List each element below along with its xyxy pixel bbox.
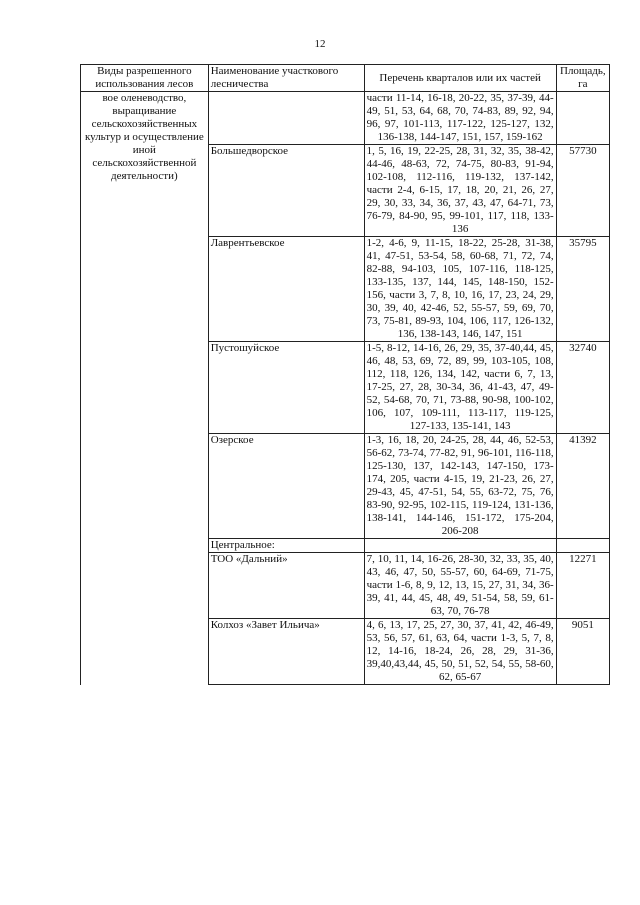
quarters-list: 1, 5, 16, 19, 22-25, 28, 31, 32, 35, 38-42, 44-46, 48-63, 72, 74-75, 80-83, 91-94, 102-108, 112-116, 119-132, 137-142, части 2-4, 6-15, 17, 18, 20, 21, 26, 27, 29, 30, 33, 34, 36, 37, 43, 47, 64-71, 73, 76-79, 84-90, 95, 99-101, 117, 118, 133-136 [364,145,556,237]
forest-quarters-table [80,64,610,685]
quarters-list [364,539,556,553]
quarters-list: 1-3, 16, 18, 20, 24-25, 28, 44, 46, 52-53, 56-62, 73-74, 77-82, 91, 96-101, 116-118, 125-130, 137, 142-143, 147-150, 173-174, 205, части 4-15, 19, 21-23, 26, 27, 29-43, 45, 47-51, 54, 55, 63-72, 75, 76, 83-90, 92-95, 102-115, 119-124, 131-136, 138-141, 144-146, 151-172, 175-204, 206-208 [364,434,556,539]
forestry-name: Пустошуйское [208,342,364,434]
quarters-list: 4, 6, 13, 17, 25, 27, 30, 37, 41, 42, 46-49, 53, 56, 57, 61, 63, 64, части 1-3, 5, 7, 8, 12, 14-16, 18-24, 26, 28, 29, 31-36, 39,40,43,44, 45, 50, 51, 52, 54, 55, 58-60, 62, 65-67 [364,619,556,685]
forestry-name: Центральное: [208,539,364,553]
header-forestry-name: Наименование участкового лесничества [208,65,364,92]
forestry-name: Большедворское [208,145,364,237]
forestry-name: ТОО «Дальний» [208,553,364,619]
area-value [556,92,609,145]
area-value: 32740 [556,342,609,434]
forestry-name: Озерское [208,434,364,539]
forestry-name [208,92,364,145]
area-value: 57730 [556,145,609,237]
forestry-name: Лаврентьевское [208,237,364,342]
usage-type-cell: вое оленеводство, выращивание сельскохозяйственных культур и осуществление иной сельскохозяйственной деятельности) [81,92,209,685]
forestry-name: Колхоз «Завет Ильича» [208,619,364,685]
table-row [81,92,610,145]
table-header-row [81,65,610,92]
header-area: Площадь, га [556,65,609,92]
header-usage-type: Виды разрешенного использования лесов [81,65,209,92]
quarters-list: 1-2, 4-6, 9, 11-15, 18-22, 25-28, 31-38, 41, 47-51, 53-54, 58, 60-68, 71, 72, 74, 82-88, 94-103, 105, 107-116, 118-125, 133-135, 137, 144, 145, 148-150, 152-156, части 3, 7, 8, 10, 16, 17, 23, 24, 29, 30, 39, 40, 42-46, 52, 55-57, 59, 69, 70, 73, 75-81, 89-93, 104, 106, 117, 126-132, 136, 138-143, 146, 147, 151 [364,237,556,342]
area-value: 41392 [556,434,609,539]
area-value [556,539,609,553]
quarters-list: 7, 10, 11, 14, 16-26, 28-30, 32, 33, 35, 40, 43, 46, 47, 50, 55-57, 60, 64-69, 71-75, части 1-6, 8, 9, 12, 13, 15, 27, 31, 34, 36-39, 41, 44, 45, 48, 49, 51-54, 58, 59, 61-63, 70, 76-78 [364,553,556,619]
quarters-list: части 11-14, 16-18, 20-22, 35, 37-39, 44-49, 51, 53, 64, 68, 70, 74-83, 89, 92, 94, 96, 97, 101-113, 117-122, 125-127, 132, 136-138, 144-147, 151, 157, 159-162 [364,92,556,145]
area-value: 35795 [556,237,609,342]
area-value: 12271 [556,553,609,619]
quarters-list: 1-5, 8-12, 14-16, 26, 29, 35, 37-40,44, 45, 46, 48, 53, 69, 72, 89, 99, 103-105, 108, 112, 118, 126, 134, 142, части 6, 7, 13, 17-25, 27, 28, 30-34, 36, 41-43, 47, 49-52, 54-68, 70, 71, 73-88, 90-98, 100-102, 106, 107, 109-111, 113-117, 119-125, 127-133, 135-141, 143 [364,342,556,434]
header-quarters-list: Перечень кварталов или их частей [364,65,556,92]
page-number: 12 [314,38,326,50]
area-value: 9051 [556,619,609,685]
